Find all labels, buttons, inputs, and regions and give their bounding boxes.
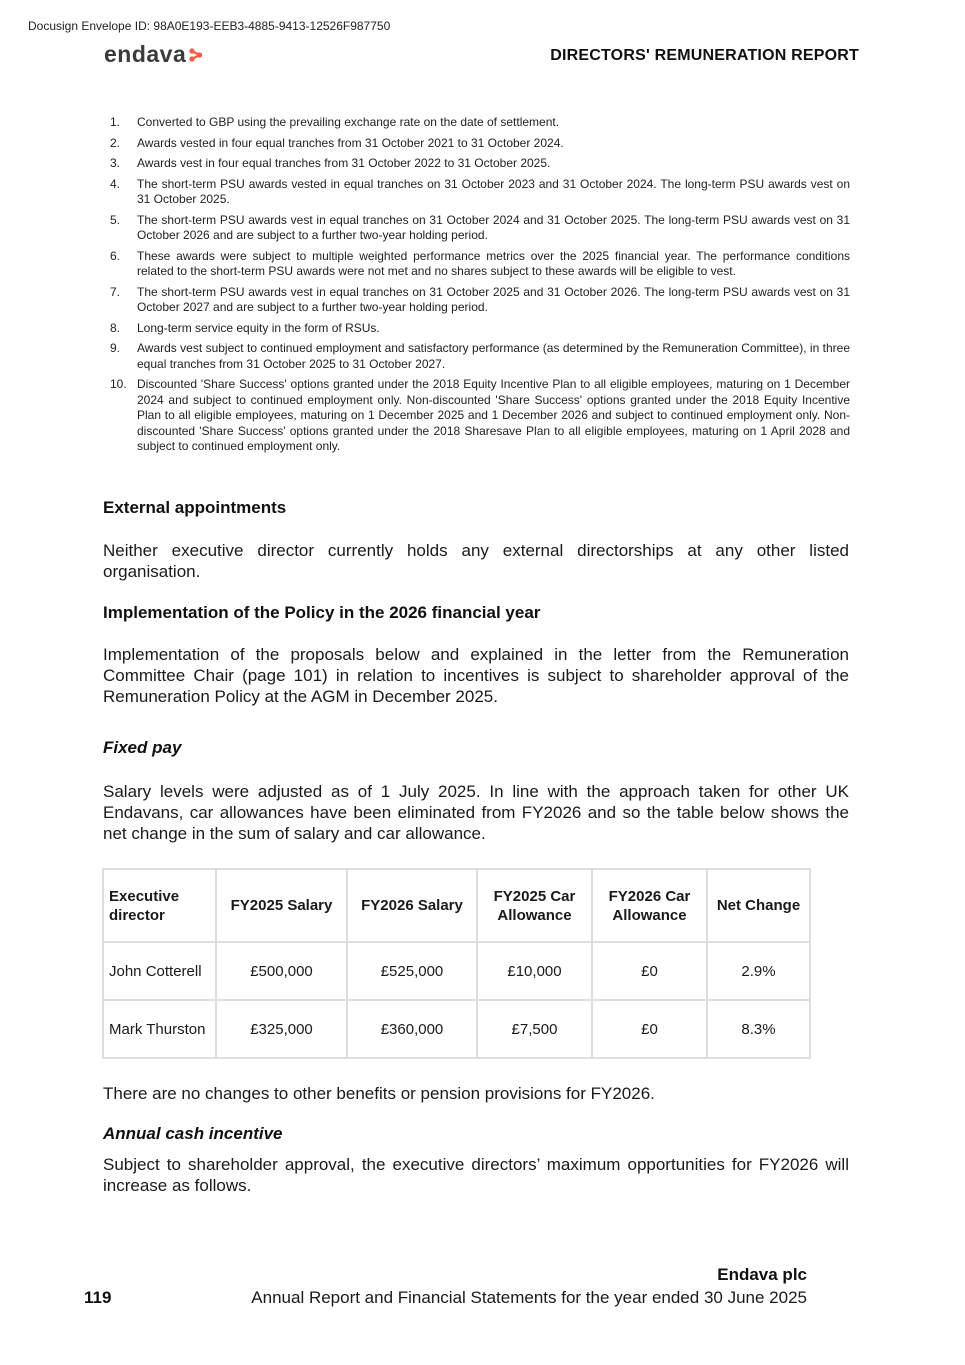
table-row xyxy=(103,942,810,1000)
benefits-text: There are no changes to other benefits or pension provisions for FY2026. xyxy=(103,1084,655,1103)
implementation-heading: Implementation of the Policy in the 2026 financial year xyxy=(103,603,541,622)
table-header-row xyxy=(103,869,810,942)
table-cell: £500,000 xyxy=(216,942,347,1000)
table-cell: £10,000 xyxy=(477,942,592,1000)
footnote-item xyxy=(110,377,850,455)
logo-wordmark: endava xyxy=(104,41,187,67)
annual-cash-heading: Annual cash incentive xyxy=(103,1124,283,1143)
implementation-text: Implementation of the proposals below and explained in the letter from the Remuneration Committee Chair (page 101) in relation to incentives is subject to shareholder approval of the Remuneration Policy at the AGM in December 2025. xyxy=(103,645,849,706)
footer-company: Endava plc xyxy=(717,1265,807,1284)
footnote-text: The short-term PSU awards vest in equal tranches on 31 October 2024 and 31 October 2025. The long-term PSU awards vest on 31 October 2026 and are subject to a further two-year holding period. xyxy=(137,212,850,242)
footnote-text: Converted to GBP using the prevailing exchange rate on the date of settlement. xyxy=(137,115,560,129)
footnote-text: Awards vest in four equal tranches from 31 October 2022 to 31 October 2025. xyxy=(137,156,551,170)
salary-table xyxy=(102,868,811,1059)
table-cell: £360,000 xyxy=(347,1000,477,1058)
table-cell: John Cotterell xyxy=(103,942,216,1000)
footnote-number: 1. xyxy=(110,115,121,129)
footnote-number: 9. xyxy=(110,341,121,355)
footnote-item xyxy=(110,136,850,152)
column-header: Executive director xyxy=(103,869,216,942)
column-header: Net Change xyxy=(707,869,810,942)
footer-title: Annual Report and Financial Statements for the year ended 30 June 2025 xyxy=(251,1288,807,1307)
footnote-number: 10. xyxy=(110,377,127,391)
table-cell: 2.9% xyxy=(707,942,810,1000)
footnote-text: Awards vest subject to continued employment and satisfactory performance (as determined by the Remuneration Committee), in three equal tranches from 31 October 2025 to 31 October 2027. xyxy=(137,341,850,371)
column-header: FY2026 Car Allowance xyxy=(592,869,707,942)
table-cell: £7,500 xyxy=(477,1000,592,1058)
table-cell: £0 xyxy=(592,1000,707,1058)
footnote-number: 5. xyxy=(110,212,121,227)
footnote-item xyxy=(110,249,850,280)
footnote-text: Awards vested in four equal tranches from 31 October 2021 to 31 October 2024. xyxy=(137,135,564,150)
page-number: 119 xyxy=(84,1288,112,1307)
footnote-item xyxy=(110,156,850,172)
footnotes-list xyxy=(110,115,850,460)
footnote-number: 7. xyxy=(110,284,121,299)
footnote-item xyxy=(110,341,850,372)
footnote-item xyxy=(110,177,850,208)
footnote-item xyxy=(110,115,850,131)
footnote-number: 2. xyxy=(110,135,121,150)
column-header: FY2026 Salary xyxy=(347,869,477,942)
footnote-number: 6. xyxy=(110,248,121,263)
docusign-envelope-id: Docusign Envelope ID: 98A0E193-EEB3-4885-9413-12526F987750 xyxy=(28,19,391,33)
logo-mark-icon xyxy=(188,47,204,63)
footnote-text: These awards were subject to multiple weighted performance metrics over the 2025 financial year. The performance conditions related to the short-term PSU awards were not met and no shares subject to these awards will be eligible to vest. xyxy=(137,248,850,278)
footnote-text: The short-term PSU awards vest in equal tranches on 31 October 2025 and 31 October 2026. The long-term PSU awards vest on 31 October 2027 and are subject to a further two-year holding period. xyxy=(137,284,850,314)
endava-logo xyxy=(104,41,204,68)
table-cell: £0 xyxy=(592,942,707,1000)
footnote-text: The short-term PSU awards vested in equal tranches on 31 October 2023 and 31 October 2024. The long-term PSU awards vest on 31 October 2025. xyxy=(137,176,850,206)
table-cell: Mark Thurston xyxy=(103,1000,216,1058)
footnote-item xyxy=(110,285,850,316)
column-header: FY2025 Salary xyxy=(216,869,347,942)
table-cell: £525,000 xyxy=(347,942,477,1000)
fixed-pay-text: Salary levels were adjusted as of 1 July 2025. In line with the approach taken for other UK Endavans, car allowances have been eliminated from FY2026 and so the table below shows the net change in the sum of salary and car allowance. xyxy=(103,782,849,843)
annual-cash-text: Subject to shareholder approval, the executive directors’ maximum opportunities for FY2026 will increase as follows. xyxy=(103,1155,849,1195)
report-title: DIRECTORS' REMUNERATION REPORT xyxy=(550,47,859,64)
footnote-item xyxy=(110,321,850,337)
external-appointments-heading: External appointments xyxy=(103,498,287,517)
footnote-number: 8. xyxy=(110,320,121,335)
table-cell: 8.3% xyxy=(707,1000,810,1058)
footnote-text: Long-term service equity in the form of RSUs. xyxy=(137,320,380,335)
table-cell: £325,000 xyxy=(216,1000,347,1058)
footnote-number: 3. xyxy=(110,156,121,170)
column-header: FY2025 Car Allowance xyxy=(477,869,592,942)
footnote-number: 4. xyxy=(110,176,121,191)
fixed-pay-heading: Fixed pay xyxy=(103,738,182,757)
external-appointments-text: Neither executive director currently holds any external directorships at any other listed organisation. xyxy=(103,541,849,581)
table-row xyxy=(103,1000,810,1058)
footnote-text: Discounted 'Share Success' options granted under the 2018 Equity Incentive Plan to all eligible employees, maturing on 1 December 2024 and subject to continued employment only. Non-discounted 'Share Success' options granted under the 2018 Equity Incentive Plan to all eligible employees, maturing on 1 December 2025 and 1 December 2026 and subject to continued employment only. Non-discounted 'Share Success' options granted under the 2018 Sharesave Plan to all eligible employees, maturing on 1 April 2028 and subject to continued employment only. xyxy=(137,377,850,453)
footnote-item xyxy=(110,213,850,244)
